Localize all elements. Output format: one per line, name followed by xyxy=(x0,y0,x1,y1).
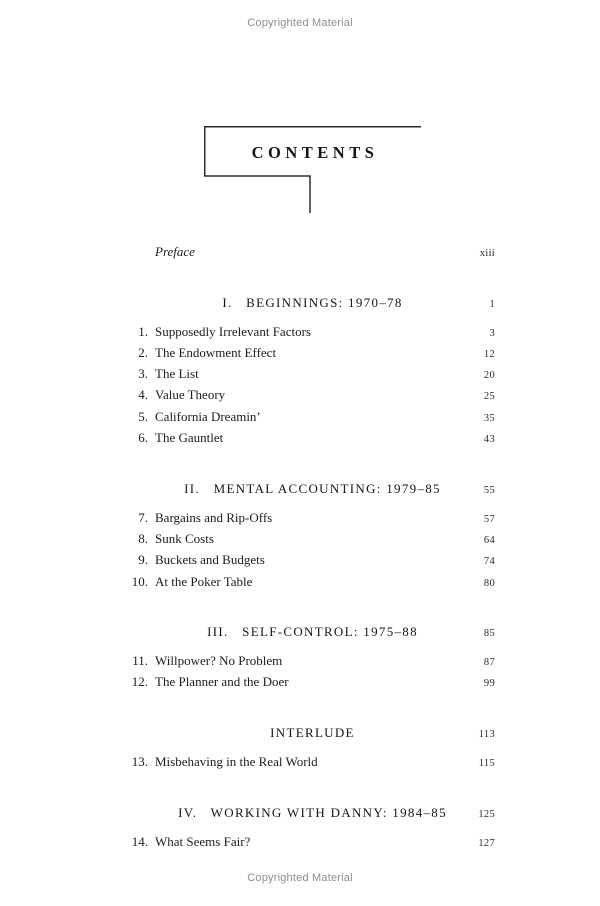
section-heading: I. BEGINNINGS: 1970–78 xyxy=(222,294,403,310)
toc-chapter-row xyxy=(128,752,495,773)
copyright-notice-top: Copyrighted Material xyxy=(247,17,353,29)
chapter-page-number: 20 xyxy=(483,370,495,382)
toc-chapter-row xyxy=(128,529,495,550)
chapter-title: The Endowment Effect xyxy=(155,344,277,360)
chapter-number: 7. xyxy=(138,509,148,525)
section-heading-row xyxy=(128,293,495,314)
front-matter-page: xiii xyxy=(479,248,495,259)
toc-chapter-row xyxy=(128,572,495,593)
chapter-page-number: 12 xyxy=(483,348,495,360)
chapter-title: Bargains and Rip-Offs xyxy=(155,509,273,525)
toc-chapter-row xyxy=(128,550,495,571)
chapter-page-number: 3 xyxy=(489,327,495,339)
chapter-page-number: 127 xyxy=(478,837,495,849)
section-page-number: 55 xyxy=(483,484,495,496)
chapter-title: Supposedly Irrelevant Factors xyxy=(155,323,311,339)
chapter-page-number: 115 xyxy=(478,758,495,770)
chapter-page-number: 57 xyxy=(483,513,495,525)
chapter-number: 12. xyxy=(131,674,148,690)
chapter-page-number: 87 xyxy=(483,657,495,669)
chapter-page-number: 64 xyxy=(483,534,495,546)
section-heading: IV. WORKING WITH DANNY: 1984–85 xyxy=(178,804,447,820)
toc-chapter-row xyxy=(128,832,495,853)
chapter-title: Value Theory xyxy=(155,387,226,403)
page-title: CONTENTS xyxy=(251,143,379,162)
toc-chapter-row xyxy=(128,428,495,449)
toc-chapter-row xyxy=(128,385,495,406)
toc-chapter-row xyxy=(128,651,495,672)
chapter-number: 13. xyxy=(131,754,148,770)
toc-chapter-row xyxy=(128,343,495,364)
chapter-title: California Dreamin’ xyxy=(155,408,261,424)
chapter-number: 1. xyxy=(138,323,148,339)
section-page-number: 1 xyxy=(489,298,495,310)
toc-chapter-row xyxy=(128,508,495,529)
chapter-page-number: 99 xyxy=(483,678,495,690)
chapter-title: The Planner and the Doer xyxy=(155,674,289,690)
chapter-title: What Seems Fair? xyxy=(155,833,251,849)
toc-chapter-row xyxy=(128,322,495,343)
chapter-number: 4. xyxy=(138,387,148,403)
section-page-number: 113 xyxy=(478,729,495,741)
chapter-page-number: 43 xyxy=(483,434,495,446)
section-heading: II. MENTAL ACCOUNTING: 1979–85 xyxy=(184,480,441,496)
section-heading-row xyxy=(128,803,495,824)
section-heading-row xyxy=(128,723,495,744)
chapter-number: 11. xyxy=(132,653,148,669)
chapter-number: 3. xyxy=(138,366,148,382)
section-heading: III. SELF-CONTROL: 1975–88 xyxy=(207,624,418,640)
chapter-page-number: 74 xyxy=(483,556,495,568)
section-heading-row xyxy=(128,479,495,500)
chapter-number: 8. xyxy=(138,530,148,546)
section-heading-row xyxy=(128,622,495,643)
table-of-contents xyxy=(128,242,495,853)
section-page-number: 125 xyxy=(478,808,495,820)
toc-chapter-row xyxy=(128,364,495,385)
chapter-title: The Gauntlet xyxy=(155,430,224,446)
contents-frame-decoration xyxy=(204,126,422,214)
chapter-page-number: 25 xyxy=(483,391,495,403)
chapter-title: Sunk Costs xyxy=(155,530,214,546)
section-page-number: 85 xyxy=(483,628,495,640)
copyright-notice-bottom: Copyrighted Material xyxy=(247,872,353,884)
chapter-page-number: 80 xyxy=(483,577,495,589)
front-matter-row xyxy=(128,242,495,263)
chapter-number: 2. xyxy=(138,344,148,360)
chapter-number: 14. xyxy=(131,833,148,849)
toc-chapter-row xyxy=(128,672,495,693)
section-heading: INTERLUDE xyxy=(270,725,355,741)
chapter-number: 5. xyxy=(138,408,148,424)
toc-chapter-row xyxy=(128,407,495,428)
chapter-number: 6. xyxy=(138,430,148,446)
chapter-title: Misbehaving in the Real World xyxy=(155,754,318,770)
chapter-title: Willpower? No Problem xyxy=(155,653,283,669)
chapter-title: At the Poker Table xyxy=(155,573,253,589)
chapter-title: The List xyxy=(155,366,199,382)
chapter-number: 9. xyxy=(138,552,148,568)
chapter-number: 10. xyxy=(131,573,148,589)
front-matter-label: Preface xyxy=(155,244,195,259)
chapter-title: Buckets and Budgets xyxy=(155,552,265,568)
chapter-page-number: 35 xyxy=(483,412,495,424)
